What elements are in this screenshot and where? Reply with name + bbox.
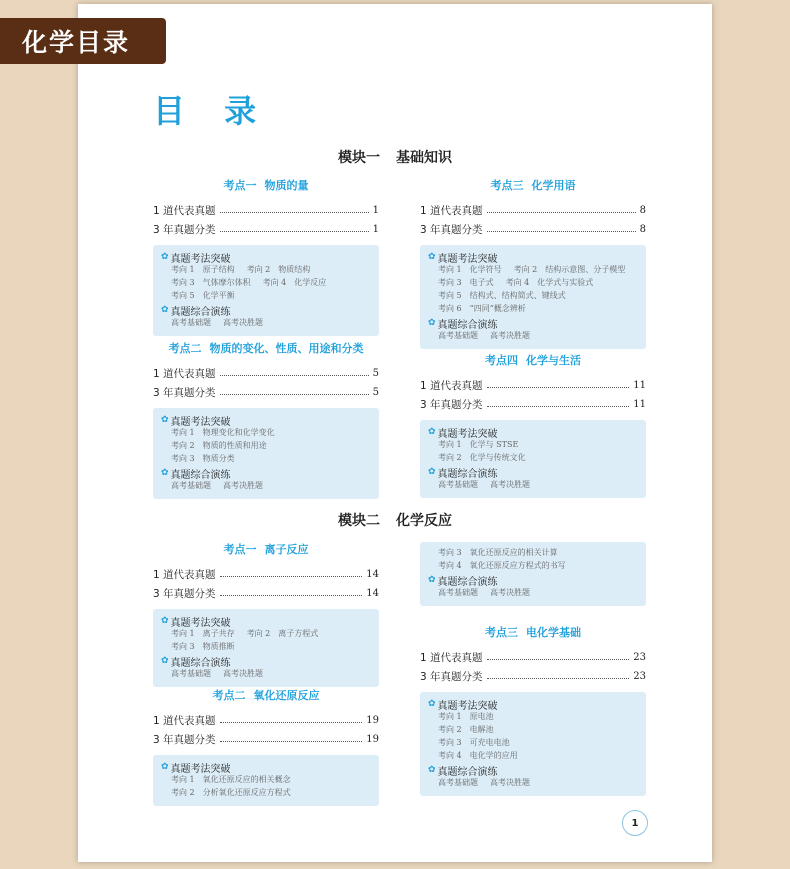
practice-item: 高考决胜题 xyxy=(223,669,263,678)
leader-dots xyxy=(487,406,630,407)
topic-item: 考向 2 分析氧化还原反应方程式 xyxy=(171,788,291,797)
leader-dots xyxy=(487,212,636,213)
topic-row xyxy=(428,277,638,290)
topic-row xyxy=(428,737,638,750)
leader-dots xyxy=(220,394,369,395)
toc-entry-label: 1 道代表真题 xyxy=(420,380,483,392)
topic-row xyxy=(161,453,371,466)
kp-heading xyxy=(420,177,646,193)
star-icon: ✿ xyxy=(161,468,169,478)
topic-item: 考向 1 原子结构 xyxy=(171,265,235,274)
toc-entry xyxy=(153,220,379,239)
kp-name: 物质的量 xyxy=(264,179,309,192)
topic-box xyxy=(420,692,646,796)
topic-item: 考向 4 化学式与实验式 xyxy=(505,278,594,287)
topic-row xyxy=(161,277,371,290)
leader-dots xyxy=(220,595,363,596)
toc-entry xyxy=(420,376,646,395)
box-heading-label: 真题综合演练 xyxy=(437,766,498,778)
practice-row xyxy=(428,479,638,492)
kp-heading xyxy=(420,624,646,640)
topic-item: 考向 1 物理变化和化学变化 xyxy=(171,428,275,437)
toc-entry-label: 3 年真题分类 xyxy=(420,224,483,236)
toc-entry xyxy=(153,584,379,603)
topic-item: 考向 3 氧化还原反应的相关计算 xyxy=(438,548,558,557)
toc-entry-label: 1 道代表真题 xyxy=(153,715,216,727)
kp-section xyxy=(420,177,646,349)
topic-item: 考向 5 化学平衡 xyxy=(171,291,235,300)
leader-dots xyxy=(220,576,363,577)
toc-entry-label: 1 道代表真题 xyxy=(420,205,483,217)
topic-item: 考向 1 氧化还原反应的相关概念 xyxy=(171,775,291,784)
box-heading-label: 真题考法突破 xyxy=(170,253,231,265)
practice-item: 高考决胜题 xyxy=(223,481,263,490)
kp-heading xyxy=(153,541,379,557)
topic-item: 考向 1 化学与 STSE xyxy=(438,440,519,449)
topic-item: 考向 3 物质分类 xyxy=(171,454,235,463)
practice-item: 高考基础题 xyxy=(438,778,478,787)
kp-name: 化学与生活 xyxy=(526,354,581,367)
star-icon: ✿ xyxy=(428,575,436,585)
topic-row xyxy=(428,547,638,560)
topic-item: 考向 6 “四同”概念辨析 xyxy=(438,304,526,313)
kp-heading xyxy=(153,687,379,703)
box-heading xyxy=(428,697,638,711)
topic-row xyxy=(161,440,371,453)
kp-heading xyxy=(153,177,379,193)
box-heading xyxy=(428,573,638,587)
star-icon: ✿ xyxy=(428,318,436,328)
toc-entry xyxy=(153,730,379,749)
leader-dots xyxy=(487,387,630,388)
practice-item: 高考决胜题 xyxy=(490,588,530,597)
topic-row xyxy=(161,628,371,641)
box-heading xyxy=(161,413,371,427)
toc-page-number: 5 xyxy=(372,387,379,398)
topic-row xyxy=(161,774,371,787)
practice-item: 高考决胜题 xyxy=(490,480,530,489)
toc-entry xyxy=(420,648,646,667)
toc-title: 目 录 xyxy=(153,92,271,130)
star-icon: ✿ xyxy=(161,415,169,425)
kp-number: 考点三 xyxy=(490,179,524,192)
kp-section-continued xyxy=(420,536,646,606)
box-heading xyxy=(161,303,371,317)
box-heading xyxy=(161,250,371,264)
kp-name: 氧化还原反应 xyxy=(253,689,320,702)
topic-item: 考向 2 化学与传统文化 xyxy=(438,453,526,462)
module-name: 基础知识 xyxy=(396,150,452,166)
star-icon: ✿ xyxy=(161,616,169,626)
toc-entry-label: 1 道代表真题 xyxy=(153,569,216,581)
kp-name: 离子反应 xyxy=(264,543,309,556)
module-heading xyxy=(78,147,712,167)
box-heading-label: 真题综合演练 xyxy=(170,469,231,481)
topic-row xyxy=(428,290,638,303)
practice-item: 高考决胜题 xyxy=(490,778,530,787)
leader-dots xyxy=(487,678,630,679)
star-icon: ✿ xyxy=(428,699,436,709)
box-heading xyxy=(161,654,371,668)
kp-name: 电化学基础 xyxy=(526,626,581,639)
box-heading-label: 真题考法突破 xyxy=(170,763,231,775)
kp-number: 考点一 xyxy=(223,543,257,556)
box-heading-label: 真题考法突破 xyxy=(170,416,231,428)
topic-box xyxy=(153,408,379,499)
kp-section xyxy=(420,624,646,796)
kp-number: 考点四 xyxy=(485,354,518,367)
toc-entry-label: 3 年真题分类 xyxy=(153,734,216,746)
toc-entry xyxy=(153,383,379,402)
page-number: 1 xyxy=(622,810,648,836)
topic-item: 考向 3 气体摩尔体积 xyxy=(171,278,251,287)
star-icon: ✿ xyxy=(428,427,436,437)
box-heading-label: 真题综合演练 xyxy=(437,576,498,588)
box-heading-label: 真题综合演练 xyxy=(437,468,498,480)
kp-section xyxy=(153,340,379,499)
topic-box xyxy=(153,245,379,336)
topic-item: 考向 2 离子方程式 xyxy=(246,629,319,638)
toc-page-number: 1 xyxy=(372,224,379,235)
box-heading-label: 真题综合演练 xyxy=(170,306,231,318)
box-heading xyxy=(428,250,638,264)
kp-section xyxy=(153,177,379,336)
toc-entry-label: 3 年真题分类 xyxy=(153,224,216,236)
kp-name: 化学用语 xyxy=(531,179,576,192)
toc-entry-label: 1 道代表真题 xyxy=(153,205,216,217)
toc-entry-label: 1 道代表真题 xyxy=(153,368,216,380)
box-heading xyxy=(428,316,638,330)
topic-item: 考向 3 可充电电池 xyxy=(438,738,510,747)
practice-item: 高考决胜题 xyxy=(223,318,263,327)
box-heading-label: 真题综合演练 xyxy=(170,657,231,669)
topic-row xyxy=(161,787,371,800)
box-heading xyxy=(161,614,371,628)
star-icon: ✿ xyxy=(428,467,436,477)
practice-item: 高考基础题 xyxy=(438,480,478,489)
topic-row xyxy=(428,303,638,316)
toc-entry xyxy=(153,565,379,584)
toc-page-number: 11 xyxy=(633,380,646,391)
topic-item: 考向 3 物质推断 xyxy=(171,642,235,651)
leader-dots xyxy=(220,231,369,232)
practice-row xyxy=(428,587,638,600)
toc-page-number: 19 xyxy=(366,715,379,726)
star-icon: ✿ xyxy=(161,762,169,772)
toc-page-number: 8 xyxy=(639,224,646,235)
toc-page-number: 1 xyxy=(372,205,379,216)
toc-entry-label: 1 道代表真题 xyxy=(420,652,483,664)
practice-item: 高考基础题 xyxy=(171,669,211,678)
topic-row xyxy=(161,264,371,277)
toc-entry xyxy=(153,201,379,220)
practice-row xyxy=(161,480,371,493)
toc-entry-label: 3 年真题分类 xyxy=(153,588,216,600)
module-number: 模块一 xyxy=(338,150,380,166)
module-heading xyxy=(78,510,712,530)
topic-box xyxy=(420,542,646,606)
topic-item: 考向 4 电化学的应用 xyxy=(438,751,518,760)
section-tag: 化学目录 xyxy=(0,18,166,64)
box-heading xyxy=(428,425,638,439)
toc-entry xyxy=(153,364,379,383)
toc-page-number: 23 xyxy=(633,652,646,663)
topic-item: 考向 2 电解池 xyxy=(438,725,494,734)
star-icon: ✿ xyxy=(161,252,169,262)
practice-row xyxy=(428,777,638,790)
box-heading xyxy=(161,760,371,774)
kp-heading xyxy=(153,340,379,356)
topic-item: 考向 5 结构式、结构简式、键线式 xyxy=(438,291,566,300)
leader-dots xyxy=(487,231,636,232)
toc-page-number: 14 xyxy=(366,569,379,580)
star-icon: ✿ xyxy=(428,765,436,775)
leader-dots xyxy=(220,375,369,376)
topic-row xyxy=(161,641,371,654)
topic-row xyxy=(428,439,638,452)
topic-item: 考向 1 离子共存 xyxy=(171,629,235,638)
kp-number: 考点二 xyxy=(168,342,202,355)
box-heading-label: 真题考法突破 xyxy=(437,700,498,712)
box-heading xyxy=(428,465,638,479)
topic-box xyxy=(420,245,646,349)
star-icon: ✿ xyxy=(161,305,169,315)
toc-entry xyxy=(420,395,646,414)
practice-item: 高考基础题 xyxy=(438,588,478,597)
box-heading xyxy=(428,763,638,777)
box-heading-label: 真题考法突破 xyxy=(437,253,498,265)
practice-row xyxy=(161,668,371,681)
topic-item: 考向 2 物质结构 xyxy=(246,265,311,274)
toc-entry-label: 3 年真题分类 xyxy=(420,399,483,411)
topic-row xyxy=(428,711,638,724)
topic-item: 考向 3 电子式 xyxy=(438,278,494,287)
topic-item: 考向 4 氧化还原反应方程式的书写 xyxy=(438,561,566,570)
toc-page-number: 14 xyxy=(366,588,379,599)
topic-item: 考向 1 原电池 xyxy=(438,712,494,721)
kp-section xyxy=(420,352,646,498)
kp-number: 考点二 xyxy=(212,689,246,702)
toc-entry-label: 3 年真题分类 xyxy=(153,387,216,399)
box-heading-label: 真题考法突破 xyxy=(170,617,231,629)
toc-entry xyxy=(420,201,646,220)
module-name: 化学反应 xyxy=(396,513,452,529)
topic-row xyxy=(161,427,371,440)
kp-section xyxy=(153,541,379,687)
toc-entry xyxy=(153,711,379,730)
practice-item: 高考基础题 xyxy=(438,331,478,340)
topic-item: 考向 4 化学反应 xyxy=(262,278,327,287)
box-heading xyxy=(161,466,371,480)
toc-entry-label: 3 年真题分类 xyxy=(420,671,483,683)
toc-page-number: 11 xyxy=(633,399,646,410)
leader-dots xyxy=(487,659,630,660)
topic-row xyxy=(428,724,638,737)
kp-name: 物质的变化、性质、用途和分类 xyxy=(209,342,364,355)
leader-dots xyxy=(220,722,363,723)
star-icon: ✿ xyxy=(428,252,436,262)
topic-item: 考向 1 化学符号 xyxy=(438,265,502,274)
topic-row xyxy=(428,264,638,277)
toc-page-number: 5 xyxy=(372,368,379,379)
toc-entry xyxy=(420,220,646,239)
topic-box xyxy=(153,609,379,687)
topic-row xyxy=(428,750,638,763)
kp-number: 考点三 xyxy=(485,626,518,639)
kp-number: 考点一 xyxy=(223,179,257,192)
practice-item: 高考基础题 xyxy=(171,318,211,327)
kp-section xyxy=(153,687,379,806)
topic-item: 考向 2 物质的性质和用途 xyxy=(171,441,267,450)
leader-dots xyxy=(220,741,363,742)
toc-page-number: 23 xyxy=(633,671,646,682)
topic-row xyxy=(161,290,371,303)
kp-heading xyxy=(420,352,646,368)
practice-row xyxy=(161,317,371,330)
toc-page-number: 8 xyxy=(639,205,646,216)
topic-box xyxy=(420,420,646,498)
leader-dots xyxy=(220,212,369,213)
practice-row xyxy=(428,330,638,343)
box-heading-label: 真题综合演练 xyxy=(437,319,498,331)
module-number: 模块二 xyxy=(338,513,380,529)
practice-item: 高考基础题 xyxy=(171,481,211,490)
topic-row xyxy=(428,452,638,465)
toc-page-number: 19 xyxy=(366,734,379,745)
star-icon: ✿ xyxy=(161,656,169,666)
topic-row xyxy=(428,560,638,573)
topic-box xyxy=(153,755,379,806)
topic-item: 考向 2 结构示意图、分子模型 xyxy=(513,265,626,274)
box-heading-label: 真题考法突破 xyxy=(437,428,498,440)
toc-entry xyxy=(420,667,646,686)
practice-item: 高考决胜题 xyxy=(490,331,530,340)
